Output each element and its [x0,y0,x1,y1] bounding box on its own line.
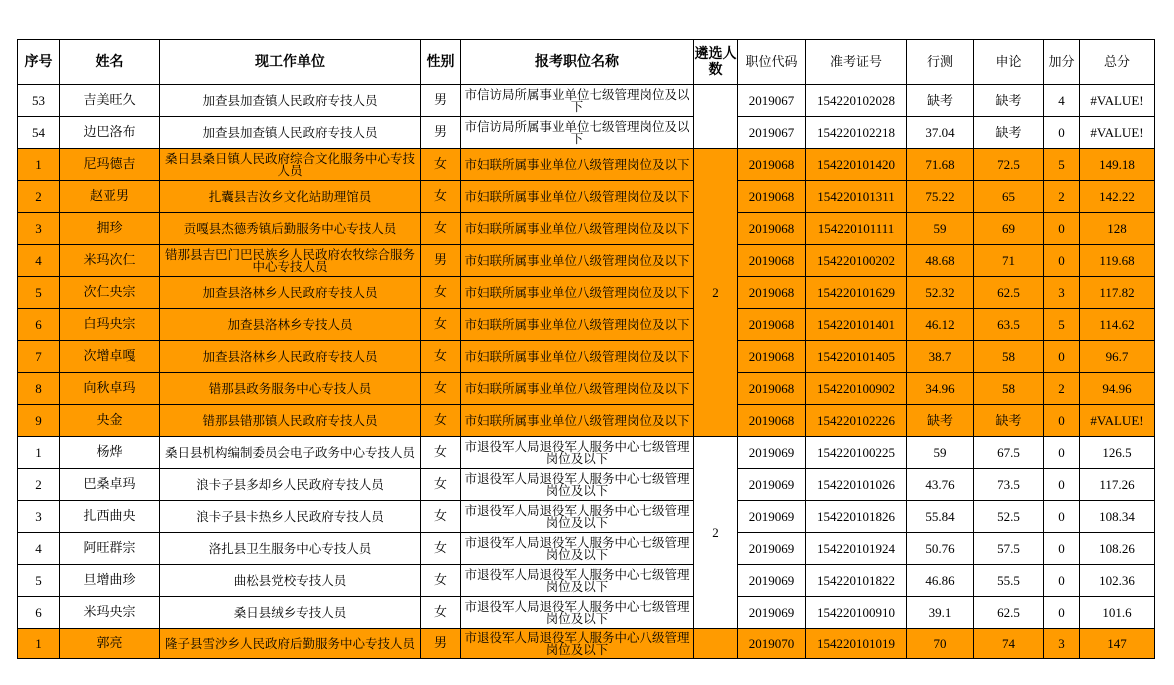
cell-ticket: 154220100202 [806,245,907,277]
table-row [18,85,1155,117]
table-row [18,149,1155,181]
cell-unit: 扎囊县吉汝乡文化站助理馆员 [160,181,421,213]
cell-shenlun: 72.5 [974,149,1044,181]
cell-no: 9 [18,405,60,437]
cell-shenlun: 缺考 [974,405,1044,437]
results-table [17,39,1155,659]
cell-code: 2019069 [738,501,806,533]
cell-post: 市妇联所属事业单位八级管理岗位及以下 [461,213,694,245]
table-row [18,597,1155,629]
cell-ticket: 154220101826 [806,501,907,533]
cell-bonus: 3 [1044,629,1080,659]
cell-unit: 错那县错那镇人民政府专技人员 [160,405,421,437]
cell-total: #VALUE! [1080,85,1155,117]
cell-xingce: 46.86 [907,565,974,597]
cell-quota [694,85,738,149]
cell-ticket: 154220101420 [806,149,907,181]
cell-unit: 错那县政务服务中心专技人员 [160,373,421,405]
cell-no: 1 [18,149,60,181]
cell-gender: 男 [421,85,461,117]
cell-unit: 加查县洛林乡专技人员 [160,309,421,341]
cell-bonus: 5 [1044,149,1080,181]
header-code: 职位代码 [738,40,806,85]
cell-ticket: 154220100910 [806,597,907,629]
cell-post: 市妇联所属事业单位八级管理岗位及以下 [461,309,694,341]
cell-total: 108.26 [1080,533,1155,565]
header-unit: 现工作单位 [160,40,421,85]
cell-post: 市退役军人局退役军人服务中心七级管理岗位及以下 [461,437,694,469]
cell-xingce: 39.1 [907,597,974,629]
cell-post: 市妇联所属事业单位八级管理岗位及以下 [461,373,694,405]
table-row [18,181,1155,213]
cell-no: 3 [18,501,60,533]
header-gender: 性别 [421,40,461,85]
cell-gender: 女 [421,181,461,213]
cell-gender: 女 [421,213,461,245]
cell-code: 2019068 [738,309,806,341]
header-total: 总分 [1080,40,1155,85]
cell-post: 市妇联所属事业单位八级管理岗位及以下 [461,181,694,213]
cell-bonus: 0 [1044,117,1080,149]
cell-ticket: 154220101629 [806,277,907,309]
cell-xingce: 48.68 [907,245,974,277]
cell-shenlun: 58 [974,341,1044,373]
table-row [18,341,1155,373]
cell-shenlun: 57.5 [974,533,1044,565]
cell-no: 5 [18,565,60,597]
table-row [18,213,1155,245]
cell-total: 149.18 [1080,149,1155,181]
cell-gender: 女 [421,277,461,309]
cell-xingce: 50.76 [907,533,974,565]
cell-gender: 女 [421,405,461,437]
cell-total: 102.36 [1080,565,1155,597]
cell-bonus: 0 [1044,533,1080,565]
header-post: 报考职位名称 [461,40,694,85]
cell-ticket: 154220101026 [806,469,907,501]
cell-shenlun: 71 [974,245,1044,277]
cell-unit: 加查县洛林乡人民政府专技人员 [160,341,421,373]
cell-code: 2019068 [738,277,806,309]
cell-ticket: 154220101822 [806,565,907,597]
cell-ticket: 154220100902 [806,373,907,405]
cell-gender: 男 [421,245,461,277]
table-row [18,245,1155,277]
cell-unit: 桑日县绒乡专技人员 [160,597,421,629]
cell-xingce: 75.22 [907,181,974,213]
cell-xingce: 46.12 [907,309,974,341]
table-row [18,405,1155,437]
cell-gender: 女 [421,469,461,501]
cell-shenlun: 62.5 [974,277,1044,309]
cell-no: 6 [18,597,60,629]
cell-no: 4 [18,533,60,565]
cell-no: 4 [18,245,60,277]
cell-total: 119.68 [1080,245,1155,277]
cell-total: 117.26 [1080,469,1155,501]
cell-gender: 女 [421,437,461,469]
cell-ticket: 154220102028 [806,85,907,117]
cell-name: 郭亮 [60,629,160,659]
table-row [18,309,1155,341]
cell-name: 次仁央宗 [60,277,160,309]
cell-name: 边巴洛布 [60,117,160,149]
cell-xingce: 34.96 [907,373,974,405]
cell-shenlun: 52.5 [974,501,1044,533]
cell-bonus: 0 [1044,501,1080,533]
cell-unit: 洛扎县卫生服务中心专技人员 [160,533,421,565]
cell-post: 市退役军人局退役军人服务中心八级管理岗位及以下 [461,629,694,659]
cell-no: 7 [18,341,60,373]
cell-ticket: 154220101405 [806,341,907,373]
cell-code: 2019069 [738,597,806,629]
cell-total: 126.5 [1080,437,1155,469]
cell-total: #VALUE! [1080,405,1155,437]
cell-ticket: 154220101111 [806,213,907,245]
cell-xingce: 55.84 [907,501,974,533]
cell-post: 市妇联所属事业单位八级管理岗位及以下 [461,341,694,373]
cell-total: 142.22 [1080,181,1155,213]
cell-name: 米玛次仁 [60,245,160,277]
cell-no: 2 [18,181,60,213]
header-ticket: 准考证号 [806,40,907,85]
cell-xingce: 43.76 [907,469,974,501]
cell-unit: 加查县加查镇人民政府专技人员 [160,117,421,149]
table-row [18,117,1155,149]
cell-bonus: 0 [1044,341,1080,373]
table-body [18,85,1155,659]
cell-total: 94.96 [1080,373,1155,405]
cell-gender: 女 [421,149,461,181]
cell-gender: 男 [421,117,461,149]
cell-no: 1 [18,437,60,469]
table-row [18,629,1155,659]
cell-shenlun: 69 [974,213,1044,245]
cell-xingce: 71.68 [907,149,974,181]
header-row [18,40,1155,85]
table-row [18,373,1155,405]
cell-code: 2019069 [738,437,806,469]
cell-post: 市退役军人局退役军人服务中心七级管理岗位及以下 [461,597,694,629]
cell-bonus: 0 [1044,405,1080,437]
cell-unit: 加查县洛林乡人民政府专技人员 [160,277,421,309]
cell-unit: 浪卡子县多却乡人民政府专技人员 [160,469,421,501]
table-row [18,533,1155,565]
cell-code: 2019067 [738,117,806,149]
cell-name: 杨烨 [60,437,160,469]
cell-bonus: 0 [1044,245,1080,277]
cell-ticket: 154220101401 [806,309,907,341]
cell-code: 2019068 [738,373,806,405]
cell-ticket: 154220101311 [806,181,907,213]
cell-name: 尼玛德吉 [60,149,160,181]
cell-bonus: 0 [1044,565,1080,597]
cell-no: 8 [18,373,60,405]
cell-shenlun: 55.5 [974,565,1044,597]
cell-name: 阿旺群宗 [60,533,160,565]
cell-total: 128 [1080,213,1155,245]
cell-post: 市妇联所属事业单位八级管理岗位及以下 [461,277,694,309]
cell-shenlun: 65 [974,181,1044,213]
cell-unit: 桑日县桑日镇人民政府综合文化服务中心专技人员 [160,149,421,181]
table-row [18,501,1155,533]
cell-code: 2019069 [738,469,806,501]
header-quota: 遴选人数 [694,40,738,85]
cell-shenlun: 63.5 [974,309,1044,341]
cell-xingce: 缺考 [907,405,974,437]
cell-unit: 桑日县机构编制委员会电子政务中心专技人员 [160,437,421,469]
cell-post: 市退役军人局退役军人服务中心七级管理岗位及以下 [461,533,694,565]
cell-unit: 浪卡子县卡热乡人民政府专技人员 [160,501,421,533]
cell-total: 114.62 [1080,309,1155,341]
cell-total: 117.82 [1080,277,1155,309]
cell-gender: 女 [421,565,461,597]
cell-name: 向秋卓玛 [60,373,160,405]
cell-gender: 女 [421,597,461,629]
cell-name: 旦增曲珍 [60,565,160,597]
header-bonus: 加分 [1044,40,1080,85]
cell-total: #VALUE! [1080,117,1155,149]
cell-bonus: 3 [1044,277,1080,309]
header-shenlun: 申论 [974,40,1044,85]
cell-xingce: 70 [907,629,974,659]
cell-name: 赵亚男 [60,181,160,213]
header-name: 姓名 [60,40,160,85]
table-row [18,565,1155,597]
table-row [18,437,1155,469]
cell-xingce: 59 [907,213,974,245]
cell-unit: 贡嘎县杰德秀镇后勤服务中心专技人员 [160,213,421,245]
cell-total: 108.34 [1080,501,1155,533]
cell-ticket: 154220101924 [806,533,907,565]
cell-post: 市退役军人局退役军人服务中心七级管理岗位及以下 [461,565,694,597]
cell-name: 白玛央宗 [60,309,160,341]
cell-name: 扎西曲央 [60,501,160,533]
cell-code: 2019069 [738,565,806,597]
cell-gender: 男 [421,629,461,659]
cell-shenlun: 58 [974,373,1044,405]
cell-code: 2019068 [738,213,806,245]
cell-total: 147 [1080,629,1155,659]
cell-name: 次增卓嘎 [60,341,160,373]
cell-ticket: 154220102226 [806,405,907,437]
cell-unit: 曲松县党校专技人员 [160,565,421,597]
cell-post: 市妇联所属事业单位八级管理岗位及以下 [461,149,694,181]
cell-name: 拥珍 [60,213,160,245]
table-row [18,277,1155,309]
cell-name: 米玛央宗 [60,597,160,629]
cell-ticket: 154220100225 [806,437,907,469]
cell-total: 101.6 [1080,597,1155,629]
cell-code: 2019068 [738,341,806,373]
cell-bonus: 0 [1044,437,1080,469]
cell-no: 2 [18,469,60,501]
cell-no: 5 [18,277,60,309]
cell-code: 2019068 [738,245,806,277]
cell-ticket: 154220102218 [806,117,907,149]
cell-post: 市信访局所属事业单位七级管理岗位及以下 [461,85,694,117]
cell-total: 96.7 [1080,341,1155,373]
cell-shenlun: 67.5 [974,437,1044,469]
cell-unit: 错那县吉巴门巴民族乡人民政府农牧综合服务中心专技人员 [160,245,421,277]
cell-gender: 女 [421,533,461,565]
cell-xingce: 38.7 [907,341,974,373]
cell-xingce: 59 [907,437,974,469]
cell-quota: 2 [694,149,738,437]
cell-bonus: 0 [1044,469,1080,501]
cell-name: 央金 [60,405,160,437]
cell-no: 6 [18,309,60,341]
cell-no: 54 [18,117,60,149]
cell-xingce: 缺考 [907,85,974,117]
table-row [18,469,1155,501]
cell-no: 53 [18,85,60,117]
cell-code: 2019070 [738,629,806,659]
cell-post: 市退役军人局退役军人服务中心七级管理岗位及以下 [461,501,694,533]
cell-bonus: 4 [1044,85,1080,117]
cell-ticket: 154220101019 [806,629,907,659]
cell-name: 巴桑卓玛 [60,469,160,501]
cell-gender: 女 [421,341,461,373]
cell-quota: 2 [694,437,738,629]
cell-name: 吉美旺久 [60,85,160,117]
cell-shenlun: 74 [974,629,1044,659]
cell-bonus: 0 [1044,597,1080,629]
cell-shenlun: 73.5 [974,469,1044,501]
cell-shenlun: 缺考 [974,85,1044,117]
cell-code: 2019068 [738,149,806,181]
header-no: 序号 [18,40,60,85]
cell-gender: 女 [421,309,461,341]
cell-post: 市信访局所属事业单位七级管理岗位及以下 [461,117,694,149]
cell-code: 2019067 [738,85,806,117]
cell-unit: 隆子县雪沙乡人民政府后勤服务中心专技人员 [160,629,421,659]
cell-bonus: 0 [1044,213,1080,245]
cell-xingce: 52.32 [907,277,974,309]
cell-unit: 加查县加查镇人民政府专技人员 [160,85,421,117]
cell-shenlun: 62.5 [974,597,1044,629]
cell-code: 2019069 [738,533,806,565]
cell-bonus: 5 [1044,309,1080,341]
cell-no: 3 [18,213,60,245]
cell-quota [694,629,738,659]
cell-gender: 女 [421,373,461,405]
cell-bonus: 2 [1044,181,1080,213]
cell-shenlun: 缺考 [974,117,1044,149]
cell-gender: 女 [421,501,461,533]
cell-no: 1 [18,629,60,659]
cell-post: 市妇联所属事业单位八级管理岗位及以下 [461,245,694,277]
cell-xingce: 37.04 [907,117,974,149]
header-xingce: 行测 [907,40,974,85]
cell-code: 2019068 [738,181,806,213]
cell-post: 市退役军人局退役军人服务中心七级管理岗位及以下 [461,469,694,501]
cell-code: 2019068 [738,405,806,437]
cell-bonus: 2 [1044,373,1080,405]
cell-post: 市妇联所属事业单位八级管理岗位及以下 [461,405,694,437]
